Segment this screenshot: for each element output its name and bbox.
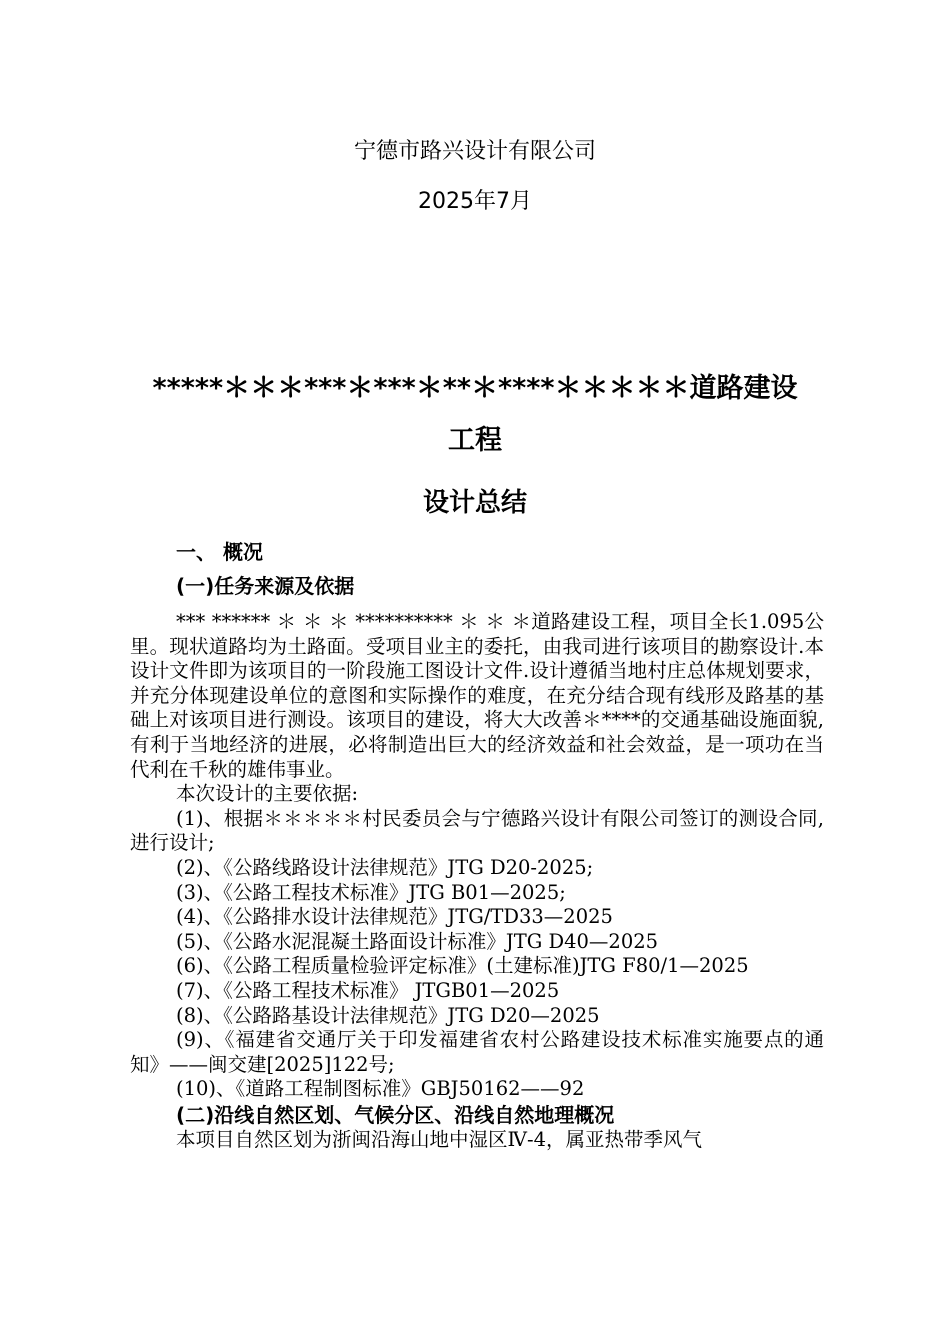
document-date: 2025年7月: [418, 189, 532, 214]
paragraph-basis-intro: 本次设计的主要依据:: [176, 782, 359, 806]
basis-item: (5)、《公路水泥混凝土路面设计标准》JTG D40—2025: [176, 929, 659, 953]
company-name: 宁德市路兴设计有限公司: [353, 139, 596, 164]
basis-item: (8)、《公路路基设计法律规范》JTG D20—2025: [176, 1003, 600, 1027]
section-heading-natural-zoning: (二)沿线自然区划、气候分区、沿线自然地理概况: [176, 1102, 615, 1127]
section-heading-overview: 一、 概况: [176, 540, 263, 564]
basis-item: (9)、《福建省交通厅关于印发福建省农村公路建设技术标准实施要点的通知》——闽交建[2025]122号;: [130, 1028, 824, 1076]
basis-item: (3)、《公路工程技术标准》JTG B01—2025;: [176, 880, 566, 904]
basis-item: (1)、根据＊＊＊＊＊村民委员会与宁德路兴设计有限公司签订的测设合同,进行设计;: [130, 806, 824, 855]
basis-item: (10)、《道路工程制图标准》GBJ50162——92: [176, 1077, 585, 1101]
document-subtitle: 设计总结: [422, 488, 527, 518]
basis-item: (7)、《公路工程技术标准》 JTGB01—2025: [176, 978, 560, 1002]
body-text: [130, 610, 824, 1152]
basis-item: (4)、《公路排水设计法律规范》JTG/TD33—2025: [176, 905, 613, 929]
project-title-line1: *****＊＊＊***＊***＊**＊****＊＊＊＊＊道路建设: [152, 373, 798, 404]
paragraph-natural-zoning: 本项目自然区划为浙闽沿海山地中湿区Ⅳ-4，属亚热带季风气: [176, 1127, 702, 1151]
basis-item: (2)、《公路线路设计法律规范》JTG D20-2025;: [176, 855, 594, 879]
paragraph-project-description: *** ****** ＊ ＊ ＊ ********** ＊ ＊ ＊道路建设工程，项目全长1.095公里。现状道路均为土路面。受项目业主的委托，由我司进行该项目的勘察设计.本设计文件即为该项目的一阶段施工图设计文件.设计遵循当地村庄总体规划要求，并充分体现建设单位的意图和实际操作的难度，在充分结合现有线形及路基的基础上对该项目进行测设。该项目的建设，将大大改善＊****的交通基础设施面貌,有利于当地经济的进展，必将制造出巨大的经济效益和社会效益，是一项功在当代利在千秋的雄伟事业。: [130, 610, 824, 781]
section-heading-task-source: (一)任务来源及依据: [176, 574, 355, 598]
basis-item: (6)、《公路工程质量检验评定标准》(土建标准)JTG F80/1—2025: [176, 954, 749, 978]
project-title-line2: 工程: [448, 425, 502, 456]
